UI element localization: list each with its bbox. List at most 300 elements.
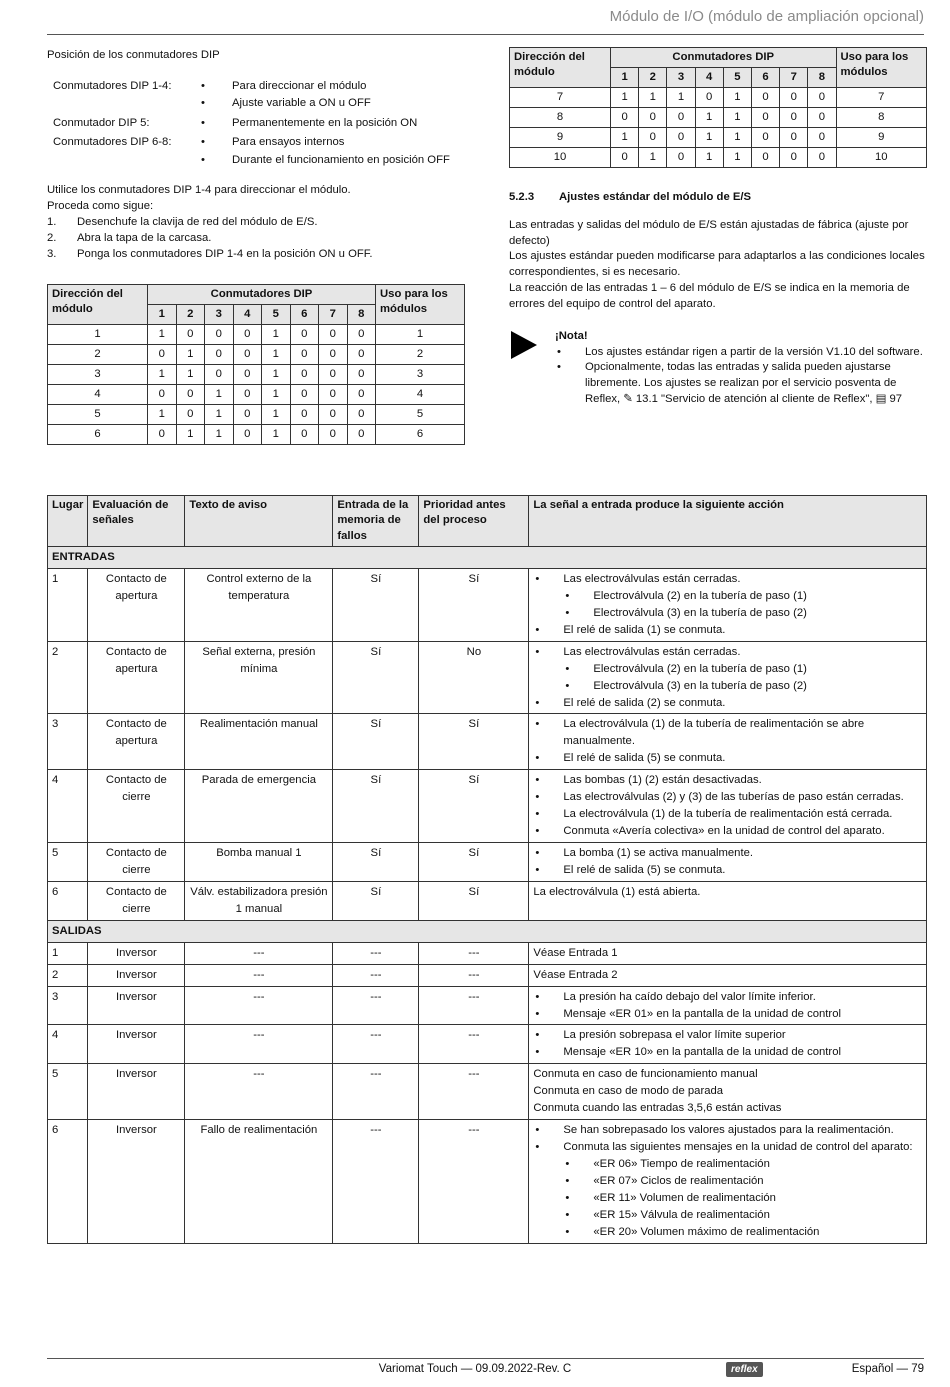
dip-row (510, 88, 927, 108)
switch-cell: 0 (347, 385, 376, 405)
use-cell: 5 (376, 405, 465, 425)
switch-cell: 1 (667, 88, 695, 108)
address-cell: 8 (510, 108, 611, 128)
address-cell: 5 (48, 405, 148, 425)
place-cell: 4 (48, 770, 88, 843)
action-cell (529, 568, 927, 641)
step-item (47, 215, 467, 231)
place-cell: 6 (48, 881, 88, 920)
priority-cell: --- (419, 1025, 529, 1064)
action-item-text: El relé de salida (5) se conmuta. (563, 752, 726, 765)
io-row (48, 986, 927, 1025)
switch-cell: 0 (347, 325, 376, 345)
io-row (48, 770, 927, 843)
priority-cell: --- (419, 986, 529, 1025)
io-row (48, 1064, 927, 1120)
use-cell: 7 (836, 88, 927, 108)
dip-list-row (53, 115, 450, 135)
switch-cell: 0 (780, 88, 808, 108)
dip-group-label (53, 95, 201, 115)
switch-cell: 1 (695, 108, 723, 128)
dip-list-row (53, 95, 450, 115)
action-item (533, 1006, 922, 1023)
io-section-row (48, 547, 927, 569)
paragraph: Las entradas y salidas del módulo de E/S están ajustadas de fábrica (ajuste por defecto) (509, 218, 909, 247)
action-item-text: Conmuta «Avería colectiva» en la unidad de control del aparato. (563, 825, 885, 838)
place-cell: 2 (48, 641, 88, 714)
bullet: • (201, 116, 205, 129)
action-cell (529, 964, 927, 986)
action-sublist (563, 588, 922, 622)
action-item (533, 750, 922, 767)
address-cell: 2 (48, 345, 148, 365)
switch-cell: 1 (695, 128, 723, 148)
use-cell: 3 (376, 365, 465, 385)
evaluation-cell: Contacto de cierre (88, 881, 185, 920)
priority-cell: Sí (419, 714, 529, 770)
dip-row (48, 385, 465, 405)
switch-cell: 0 (751, 128, 779, 148)
action-cell (529, 986, 927, 1025)
priority-cell: --- (419, 1120, 529, 1244)
action-item (533, 845, 922, 862)
address-cell: 6 (48, 425, 148, 445)
note-box (509, 329, 927, 408)
place-cell: 3 (48, 986, 88, 1025)
switch-cell: 1 (176, 345, 205, 365)
bullet: • (201, 153, 205, 166)
message-text-cell: --- (185, 964, 333, 986)
step-number: 3. (47, 247, 57, 260)
dip-row (48, 325, 465, 345)
io-column-header: Texto de aviso (185, 496, 333, 547)
action-item-text: El relé de salida (2) se conmuta. (563, 696, 726, 709)
io-settings-table (47, 495, 927, 1244)
switch-cell: 0 (205, 325, 234, 345)
switch-cell: 1 (723, 148, 751, 168)
dip-list-row (53, 78, 450, 96)
bullet: • (201, 79, 205, 92)
switch-cell: 0 (639, 108, 667, 128)
address-cell: 9 (510, 128, 611, 148)
paragraph: La reacción de las entradas 1 – 6 del módulo de E/S se indica en la memoria de errores del equipo de control del aparato. (509, 282, 910, 310)
switch-cell: 1 (262, 365, 291, 385)
col-switches-header: Conmutadores DIP (611, 48, 837, 68)
switch-cell: 1 (639, 148, 667, 168)
evaluation-cell: Inversor (88, 1064, 185, 1120)
switch-cell: 0 (290, 345, 319, 365)
switch-cell: 0 (205, 345, 234, 365)
action-cell (529, 881, 927, 920)
footer-doc-info: Variomat Touch — 09.09.2022-Rev. C (378, 1363, 572, 1375)
switch-cell: 1 (695, 148, 723, 168)
fault-memory-cell: Sí (333, 714, 419, 770)
switch-cell: 0 (780, 108, 808, 128)
action-item-text: La bomba (1) se activa manualmente. (563, 847, 754, 859)
io-row (48, 1025, 927, 1064)
message-text-cell: Válv. estabilizadora presión 1 manual (185, 881, 333, 920)
switch-cell: 0 (808, 88, 836, 108)
io-row (48, 714, 927, 770)
io-row (48, 568, 927, 641)
switch-number-header: 8 (808, 68, 836, 88)
io-column-header: Entrada de la memoria de fallos (333, 496, 419, 547)
dip-row (48, 425, 465, 445)
switch-cell: 0 (176, 385, 205, 405)
switch-cell: 0 (290, 405, 319, 425)
action-text: Conmuta en caso de funcionamiento manual (533, 1068, 758, 1081)
io-row (48, 843, 927, 882)
switch-number-header: 2 (176, 305, 205, 325)
switch-cell: 0 (290, 385, 319, 405)
dip-row (48, 405, 465, 425)
place-cell: 6 (48, 1120, 88, 1244)
action-item-text: Las electroválvulas están cerradas. (563, 572, 741, 585)
fault-memory-cell: --- (333, 942, 419, 964)
switch-cell: 1 (205, 425, 234, 445)
action-item-text: Mensaje «ER 01» en la pantalla de la unidad de control (563, 1007, 841, 1020)
io-column-header: La señal a entrada produce la siguiente acción (529, 496, 927, 547)
section-number: 5.2.3 (509, 191, 535, 203)
io-row (48, 1120, 927, 1244)
action-item (533, 806, 922, 823)
address-cell: 4 (48, 385, 148, 405)
fault-memory-cell: --- (333, 964, 419, 986)
col-use-header: Uso para los módulos (836, 48, 927, 88)
action-subitem: • «ER 15» Válvula de realimentación (563, 1207, 922, 1224)
evaluation-cell: Contacto de cierre (88, 843, 185, 882)
switch-cell: 0 (347, 345, 376, 365)
note-title: ¡Nota! (555, 329, 588, 342)
message-text-cell: Realimentación manual (185, 714, 333, 770)
action-list (533, 1122, 922, 1241)
switch-cell: 0 (347, 405, 376, 425)
dip-item: Durante el funcionamiento en posición OFF (232, 153, 450, 166)
action-cell (529, 1064, 927, 1120)
paragraph: Los ajustes estándar pueden modificarse para adaptarlos a las condiciones locales correspondientes, si es necesario. (509, 250, 925, 279)
action-cell (529, 1120, 927, 1244)
evaluation-cell: Inversor (88, 986, 185, 1025)
action-list (533, 1027, 922, 1061)
evaluation-cell: Inversor (88, 942, 185, 964)
action-item (533, 716, 922, 750)
evaluation-cell: Contacto de cierre (88, 770, 185, 843)
action-item (533, 1122, 922, 1139)
action-list (533, 716, 922, 767)
dip-row (48, 365, 465, 385)
dip-row (510, 148, 927, 168)
switch-cell: 0 (808, 148, 836, 168)
reflex-logo: reflex (726, 1362, 763, 1377)
action-item-text: El relé de salida (5) se conmuta. (563, 863, 726, 876)
action-item-text: Mensaje «ER 10» en la pantalla de la unidad de control (563, 1046, 841, 1059)
action-text: La electroválvula (1) está abierta. (533, 885, 701, 898)
message-text-cell: Parada de emergencia (185, 770, 333, 843)
place-cell: 4 (48, 1025, 88, 1064)
switch-cell: 0 (611, 108, 639, 128)
io-row (48, 942, 927, 964)
use-cell: 2 (376, 345, 465, 365)
action-item-text: El relé de salida (1) se conmuta. (563, 623, 726, 636)
switch-cell: 1 (148, 325, 177, 345)
action-item (533, 772, 922, 789)
dip-item: Permanentemente en la posición ON (232, 116, 418, 129)
col-address-header: Dirección del módulo (48, 285, 148, 325)
switch-cell: 0 (176, 405, 205, 425)
io-row (48, 881, 927, 920)
fault-memory-cell: Sí (333, 641, 419, 714)
switch-cell: 0 (808, 108, 836, 128)
dip-list-row (53, 134, 450, 152)
place-cell: 2 (48, 964, 88, 986)
use-cell: 1 (376, 325, 465, 345)
dip-address-table-left (47, 284, 465, 445)
dip-list-row (53, 152, 450, 172)
step-text: Desenchufe la clavija de red del módulo de E/S. (77, 215, 318, 228)
switch-cell: 0 (319, 325, 348, 345)
step-item (47, 247, 467, 263)
message-text-cell: --- (185, 986, 333, 1025)
priority-cell: No (419, 641, 529, 714)
switch-number-header: 4 (695, 68, 723, 88)
dip-row (510, 128, 927, 148)
dip-row (48, 345, 465, 365)
switch-cell: 1 (723, 88, 751, 108)
action-cell (529, 714, 927, 770)
switch-cell: 0 (233, 325, 262, 345)
switch-number-header: 6 (751, 68, 779, 88)
action-text: Véase Entrada 1 (533, 946, 618, 959)
step-item (47, 231, 467, 247)
action-item (533, 695, 922, 712)
action-item-text: La electroválvula (1) de la tubería de realimentación se abre manualmente. (563, 718, 865, 748)
io-section-row (48, 920, 927, 942)
dip-item: Para ensayos internos (232, 136, 345, 149)
switch-number-header: 3 (205, 305, 234, 325)
action-subitem: • Electroválvula (2) en la tubería de paso (1) (563, 661, 922, 678)
message-text-cell: --- (185, 942, 333, 964)
switch-cell: 0 (695, 88, 723, 108)
switch-number-header: 5 (723, 68, 751, 88)
fault-memory-cell: --- (333, 1120, 419, 1244)
intro-text (47, 183, 467, 215)
footer-divider (47, 1358, 924, 1359)
switch-cell: 0 (205, 365, 234, 385)
evaluation-cell: Inversor (88, 964, 185, 986)
switch-cell: 1 (148, 365, 177, 385)
action-list (533, 845, 922, 879)
right-column (509, 190, 927, 408)
switch-cell: 1 (611, 128, 639, 148)
fault-memory-cell: --- (333, 986, 419, 1025)
switch-cell: 0 (319, 345, 348, 365)
action-item (533, 989, 922, 1006)
switch-cell: 0 (148, 385, 177, 405)
switch-cell: 0 (347, 365, 376, 385)
io-column-header: Prioridad antes del proceso (419, 496, 529, 547)
io-section-label: ENTRADAS (48, 547, 927, 569)
address-cell: 3 (48, 365, 148, 385)
action-subitem: • Electroválvula (3) en la tubería de paso (2) (563, 605, 922, 622)
col-use-header: Uso para los módulos (376, 285, 465, 325)
dip-row (510, 108, 927, 128)
evaluation-cell: Contacto de apertura (88, 714, 185, 770)
switch-cell: 0 (233, 345, 262, 365)
footer-page-number: Español — 79 (851, 1363, 924, 1375)
col-address-header: Dirección del módulo (510, 48, 611, 88)
switch-number-header: 1 (611, 68, 639, 88)
message-text-cell: --- (185, 1025, 333, 1064)
switch-cell: 0 (233, 365, 262, 385)
note-arrow-icon (511, 331, 537, 359)
fault-memory-cell: Sí (333, 568, 419, 641)
action-subitem: • «ER 20» Volumen máximo de realimentación (563, 1224, 922, 1241)
action-subitem: • Electroválvula (2) en la tubería de paso (1) (563, 588, 922, 605)
use-cell: 10 (836, 148, 927, 168)
fault-memory-cell: --- (333, 1064, 419, 1120)
action-subitem: • «ER 06» Tiempo de realimentación (563, 1156, 922, 1173)
switch-cell: 0 (751, 148, 779, 168)
switch-number-header: 7 (319, 305, 348, 325)
switch-cell: 0 (319, 385, 348, 405)
switch-cell: 0 (148, 345, 177, 365)
step-number: 2. (47, 231, 57, 244)
action-list (533, 571, 922, 639)
switch-cell: 1 (262, 325, 291, 345)
switch-cell: 1 (723, 128, 751, 148)
action-item-text: Las electroválvulas (2) y (3) de las tuberías de paso están cerradas. (563, 791, 904, 804)
action-cell (529, 942, 927, 964)
action-item (533, 1027, 922, 1044)
switch-cell: 0 (347, 425, 376, 445)
message-text-cell: --- (185, 1064, 333, 1120)
priority-cell: --- (419, 964, 529, 986)
bullet: • (201, 97, 205, 110)
dip-group-label (53, 152, 201, 172)
place-cell: 5 (48, 1064, 88, 1120)
address-cell: 7 (510, 88, 611, 108)
switch-number-header: 7 (780, 68, 808, 88)
switch-cell: 0 (233, 405, 262, 425)
action-text: Véase Entrada 2 (533, 968, 618, 981)
switch-number-header: 3 (667, 68, 695, 88)
place-cell: 1 (48, 568, 88, 641)
fault-memory-cell: Sí (333, 881, 419, 920)
switch-cell: 0 (780, 148, 808, 168)
action-item-text: Se han sobrepasado los valores ajustados para la realimentación. (563, 1124, 894, 1137)
dip-group-label: Conmutadores DIP 1-4: (53, 79, 172, 92)
use-cell: 9 (836, 128, 927, 148)
dip-group-label: Conmutador DIP 5: (53, 116, 150, 129)
action-item (533, 571, 922, 622)
section-title: Ajustes estándar del módulo de E/S (559, 191, 752, 203)
section-heading (509, 190, 927, 206)
action-item-text: Las bombas (1) (2) están desactivadas. (563, 774, 762, 787)
io-row (48, 964, 927, 986)
switch-cell: 1 (611, 88, 639, 108)
switch-cell: 1 (262, 425, 291, 445)
action-item-text: Conmuta las siguientes mensajes en la unidad de control del aparato: (563, 1141, 913, 1154)
switch-cell: 0 (667, 128, 695, 148)
address-cell: 10 (510, 148, 611, 168)
message-text-cell: Fallo de realimentación (185, 1120, 333, 1244)
action-item (533, 1044, 922, 1061)
switch-cell: 0 (667, 108, 695, 128)
action-item-text: La presión sobrepasa el valor límite superior (563, 1029, 786, 1042)
action-list (533, 772, 922, 840)
switch-cell: 1 (205, 405, 234, 425)
switch-cell: 0 (176, 325, 205, 345)
action-item (533, 1139, 922, 1241)
fault-memory-cell: Sí (333, 843, 419, 882)
dip-item: Para direccionar el módulo (232, 79, 367, 92)
dip-switch-list (53, 78, 450, 172)
switch-number-header: 8 (347, 305, 376, 325)
switch-number-header: 2 (639, 68, 667, 88)
step-text: Ponga los conmutadores DIP 1-4 en la posición ON u OFF. (77, 247, 373, 260)
dip-group-label: Conmutadores DIP 6-8: (53, 136, 172, 149)
action-sublist (563, 1156, 922, 1241)
fault-memory-cell: --- (333, 1025, 419, 1064)
switch-cell: 0 (751, 88, 779, 108)
intro-line: Utilice los conmutadores DIP 1-4 para direccionar el módulo. (47, 184, 351, 197)
note-item: • Los ajustes estándar rigen a partir de la versión V1.10 del software. (555, 345, 927, 361)
evaluation-cell: Inversor (88, 1025, 185, 1064)
io-column-header: Lugar (48, 496, 88, 547)
message-text-cell: Control externo de la temperatura (185, 568, 333, 641)
action-list (533, 644, 922, 712)
left-column (47, 48, 467, 262)
use-cell: 4 (376, 385, 465, 405)
action-subitem: • Electroválvula (3) en la tubería de paso (2) (563, 678, 922, 695)
action-text: Conmuta en caso de modo de parada (533, 1085, 724, 1098)
dip-item: Ajuste variable a ON u OFF (232, 97, 371, 110)
switch-cell: 0 (290, 425, 319, 445)
switch-number-header: 5 (262, 305, 291, 325)
step-text: Abra la tapa de la carcasa. (77, 231, 212, 244)
switch-cell: 1 (176, 425, 205, 445)
note-item: • Opcionalmente, todas las entradas y salida pueden ajustarse libremente. Los ajustes se realizan por el servicio posventa de Reflex, ✎ 13.1 "Servicio de atención al cliente de Reflex", ▤ 97 (555, 360, 927, 407)
switch-cell: 0 (290, 325, 319, 345)
action-sublist (563, 661, 922, 695)
action-item (533, 823, 922, 840)
switch-cell: 0 (319, 425, 348, 445)
place-cell: 5 (48, 843, 88, 882)
switch-cell: 1 (639, 88, 667, 108)
io-row (48, 641, 927, 714)
switch-cell: 1 (262, 405, 291, 425)
switch-cell: 0 (233, 425, 262, 445)
action-cell (529, 1025, 927, 1064)
action-item-text: La presión ha caído debajo del valor límite inferior. (563, 990, 816, 1003)
switch-cell: 0 (233, 385, 262, 405)
header-divider (47, 34, 924, 35)
action-subitem: • «ER 11» Volumen de realimentación (563, 1190, 922, 1207)
page-header-title: Módulo de I/O (módulo de ampliación opcional) (609, 8, 924, 25)
col-switches-header: Conmutadores DIP (148, 285, 376, 305)
io-column-header: Evaluación de señales (88, 496, 185, 547)
evaluation-cell: Inversor (88, 1120, 185, 1244)
action-list (533, 989, 922, 1023)
switch-cell: 0 (667, 148, 695, 168)
switch-cell: 0 (808, 128, 836, 148)
switch-cell: 0 (780, 128, 808, 148)
switch-cell: 0 (148, 425, 177, 445)
switch-cell: 1 (262, 345, 291, 365)
switch-cell: 1 (176, 365, 205, 385)
priority-cell: Sí (419, 568, 529, 641)
action-cell (529, 770, 927, 843)
